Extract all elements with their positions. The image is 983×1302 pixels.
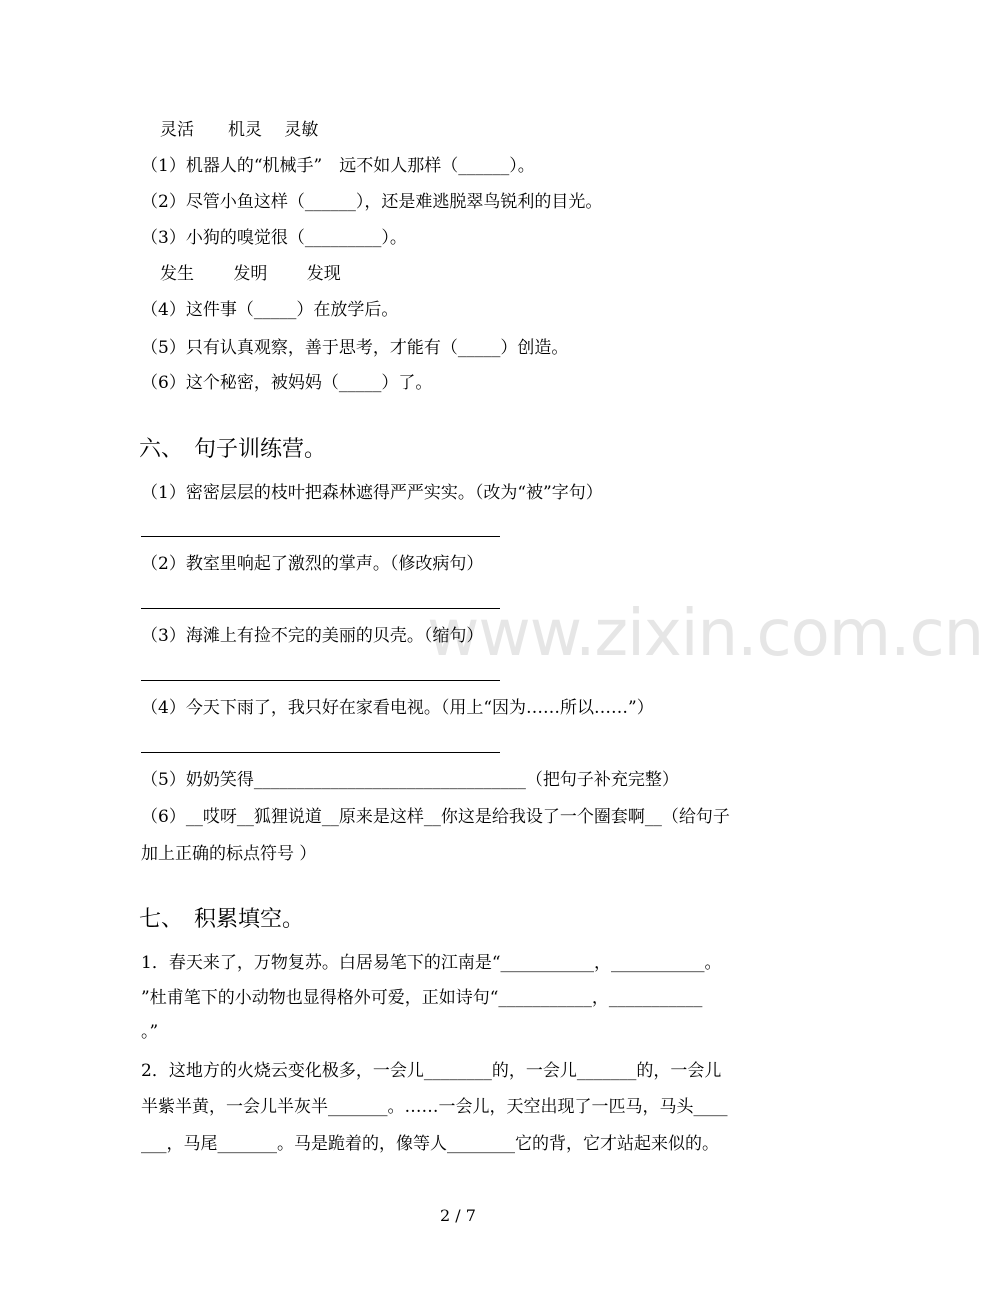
sentence-item-5: （5）奶奶笑得________________________________（把句子补充完整）	[141, 770, 679, 790]
section-7-heading: 七、 积累填空。	[139, 907, 305, 932]
sentence-item-4: （4）今天下雨了，我只好在家看电视。（用上“因为……所以……”）	[141, 698, 654, 718]
question-2: （2）尽管小鱼这样（______），还是难逃脱翠鸟锐利的目光。	[141, 192, 603, 212]
watermark: www.zixin.com.cn	[427, 597, 983, 671]
sentence-item-3: （3）海滩上有捡不完的美丽的贝壳。（缩句）	[141, 626, 484, 646]
fill-line-1: 1．春天来了，万物复苏。白居易笔下的江南是“___________，___________。	[141, 953, 722, 973]
fill-line-5: 半紫半黄，一会儿半灰半_______。……一会儿，天空出现了一匹马，马头____	[141, 1097, 728, 1117]
sentence-item-2: （2）教室里响起了激烈的掌声。（修改病句）	[141, 554, 484, 574]
word-choices-1: 灵活 机灵 灵敏	[160, 120, 319, 140]
question-1: （1）机器人的“机械手” 远不如人那样（______）。	[141, 156, 535, 176]
answer-line-4	[141, 752, 500, 753]
answer-line-2	[141, 608, 500, 609]
sentence-item-1: （1）密密层层的枝叶把森林遮得严严实实。（改为“被”字句）	[141, 483, 603, 503]
sentence-item-6: （6）__哎呀__狐狸说道__原来是这样__你这是给我设了一个圈套啊__（给句子	[141, 807, 730, 827]
question-6: （6）这个秘密，被妈妈（_____）了。	[141, 373, 433, 393]
section-6-heading: 六、 句子训练营。	[139, 437, 327, 462]
fill-line-3: 。”	[141, 1022, 159, 1042]
question-5: （5）只有认真观察，善于思考，才能有（_____）创造。	[141, 338, 569, 358]
answer-line-1	[141, 536, 500, 537]
question-4: （4）这件事（_____）在放学后。	[141, 300, 399, 320]
answer-line-3	[141, 680, 500, 681]
sentence-item-6-continued: 加上正确的标点符号 ）	[141, 844, 317, 864]
word-choices-2: 发生 发明 发现	[160, 264, 341, 284]
fill-line-6: ___，马尾_______。马是跪着的，像等人________它的背，它才站起来似的。	[141, 1134, 719, 1154]
question-3: （3）小狗的嗅觉很（_________）。	[141, 228, 407, 248]
fill-line-4: 2．这地方的火烧云变化极多，一会儿________的，一会儿_______的，一会儿	[141, 1061, 722, 1081]
page-number: 2 / 7	[440, 1206, 476, 1225]
fill-line-2: ”杜甫笔下的小动物也显得格外可爱，正如诗句“___________，___________	[141, 988, 703, 1008]
